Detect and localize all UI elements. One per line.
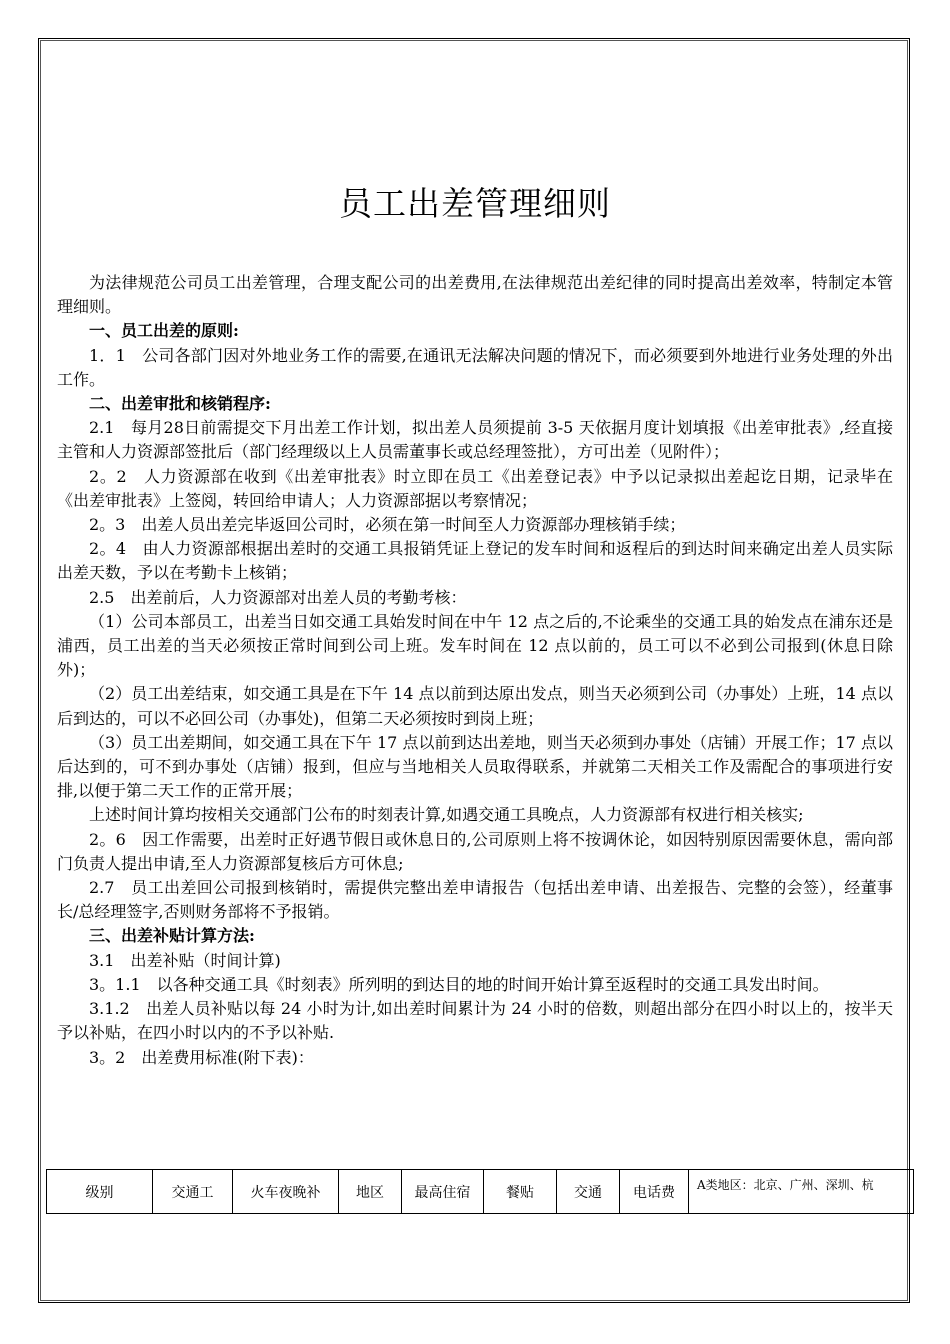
paragraph-1-1: 1．1 公司各部门因对外地业务工作的需要,在通讯无法解决问题的情况下，而必须要到外地进行业务处理的外出工作。 — [57, 345, 893, 389]
paragraph-2-4: 2。4 由人力资源部根据出差时的交通工具报销凭证上登记的发车时间和返程后的到达时间来确定出差人员实际出差天数，予以在考勤卡上核销； — [57, 539, 893, 583]
paragraph-2-1: 2.1 每月28日前需提交下月出差工作计划，拟出差人员须提前 3-5 天依据月度计划填报《出差审批表》,经直接主管和人力资源部签批后（部门经理级以上人员需董事长或总经理签批），方可出差（见附件）； — [57, 418, 893, 462]
paragraph-2-5-2: （2）员工出差结束，如交通工具是在下午 14 点以前到达原出发点，则当天必须到公司（办事处）上班，14 点以后到达的，可以不必回公司（办事处)，但第二天必须按时到岗上班； — [57, 684, 893, 728]
header-cell-night-train: 火车夜晚补 — [233, 1170, 339, 1214]
header-cell-phone: 电话费 — [620, 1170, 689, 1214]
paragraph-3-2: 3。2 出差费用标准(附下表)： — [89, 1047, 314, 1067]
header-cell-region: 地区 — [339, 1170, 402, 1214]
document-title: 员工出差管理细则 — [339, 184, 611, 223]
paragraph-2-7: 2.7 员工出差回公司报到核销时，需提供完整出差申请报告（包括出差申请、出差报告、完整的会签），经董事长/总经理签字,否则财务部将不予报销。 — [57, 878, 893, 922]
paragraph-2-5-1: （1）公司本部员工，出差当日如交通工具始发时间在中午 12 点之后的,不论乘坐的交通工具的始发点在浦东还是浦西，员工出差的当天必须按正常时间到公司上班。发车时间在 12 点以前的，员工可以不必到公司报到(休息日除外)； — [57, 611, 893, 680]
paragraph-2-5: 2.5 出差前后，人力资源部对出差人员的考勤考核： — [89, 587, 467, 607]
header-cell-max-lodging: 最高住宿 — [402, 1170, 484, 1214]
paragraph-2-5-3: （3）员工出差期间，如交通工具在下午 17 点以前到达出差地，则当天必须到办事处（店铺）开展工作；17 点以后达到的，可不到办事处（店铺）报到，但应与当地相关人员取得联系，并就第二天相关工作及需配合的事项进行安排,以便于第二天工作的正常开展； — [57, 732, 893, 801]
section-heading-1: 一、员工出差的原则: — [89, 321, 239, 341]
paragraph-3-1: 3.1 出差补贴（时间计算) — [89, 950, 281, 970]
expense-standard-table — [46, 1169, 914, 1214]
table-header-row — [47, 1170, 914, 1214]
header-cell-transport-type: 交通工 — [153, 1170, 233, 1214]
section-heading-2: 二、出差审批和核销程序: — [89, 394, 271, 414]
header-cell-meal: 餐贴 — [484, 1170, 557, 1214]
paragraph-2-2: 2。2 人力资源部在收到《出差审批表》时立即在员工《出差登记表》中予以记录拟出差起讫日期，记录毕在《出差审批表》上签阅，转回给申请人；人力资源部据以考察情况； — [57, 466, 893, 510]
region-note-cell: A类地区：北京、广州、深圳、杭 — [689, 1170, 914, 1214]
paragraph-2-6: 2。6 因工作需要，出差时正好遇节假日或休息日的,公司原则上将不按调休论，如因特别原因需要休息，需向部门负责人提出申请,至人力资源部复核后方可休息; — [57, 829, 893, 873]
paragraph-2-5-note: 上述时间计算均按相关交通部门公布的时刻表计算,如遇交通工具晚点，人力资源部有权进行相关核实; — [89, 805, 804, 825]
header-cell-level: 级别 — [47, 1170, 153, 1214]
paragraph-3-1-1: 3。1.1 以各种交通工具《时刻表》所列明的到达目的地的时间开始计算至返程时的交通工具发出时间。 — [89, 974, 829, 994]
paragraph-3-1-2: 3.1.2 出差人员补贴以每 24 小时为计,如出差时间累计为 24 小时的倍数，则超出部分在四小时以上的，按半天予以补贴，在四小时以内的不予以补贴. — [57, 999, 893, 1043]
document-body — [57, 271, 893, 1070]
header-cell-transport: 交通 — [557, 1170, 620, 1214]
paragraph-2-3: 2。3 出差人员出差完毕返回公司时，必须在第一时间至人力资源部办理核销手续； — [89, 515, 686, 535]
intro-paragraph: 为法律规范公司员工出差管理，合理支配公司的出差费用,在法律规范出差纪律的同时提高出差效率，特制定本管理细则。 — [57, 273, 893, 317]
section-heading-3: 三、出差补贴计算方法: — [89, 926, 255, 946]
